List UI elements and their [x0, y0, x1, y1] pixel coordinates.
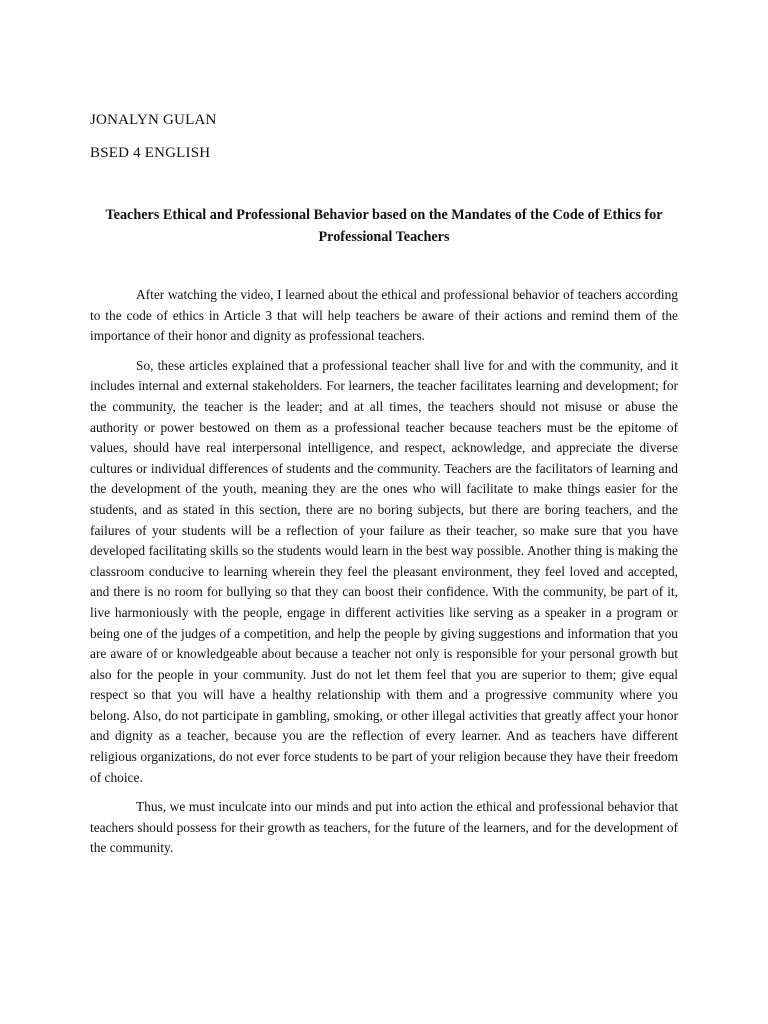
- paragraph-conclusion: Thus, we must inculcate into our minds and put into action the ethical and professional behavior that teachers should possess for their growth as teachers, for the future of the learners, and for the development of the community.: [90, 799, 678, 856]
- course-label: BSED 4 ENGLISH: [90, 145, 211, 161]
- paragraph-intro: After watching the video, I learned about the ethical and professional behavior of teachers according to the code of ethics in Article 3 that will help teachers be aware of their actions and remind them of the importance of their honor and dignity as professional teachers.: [90, 287, 678, 344]
- document-title: Teachers Ethical and Professional Behavior based on the Mandates of the Code of Ethics for Professional Teachers: [105, 207, 663, 245]
- document-header: [90, 110, 678, 176]
- paragraph-main: So, these articles explained that a professional teacher shall live for and with the community, and it includes internal and external stakeholders. For learners, the teacher facilitates learning and development; for the community, the teacher is the leader; and at all times, the teachers should not misuse or abuse the authority or power bestowed on them as a professional teacher because teachers must be the epitome of values, should have real interpersonal intelligence, and respect, acknowledge, and appreciate the diverse cultures or individual differences of students and the community. Teachers are the facilitators of learning and the development of the youth, meaning they are the ones who will facilitate to make things easier for the students, and as stated in this section, there are no boring subjects, but there are boring teachers, and the failures of your students will be a reflection of your failure as their teacher, so make sure that you have developed facilitating skills so the students would learn in the best way possible. Another thing is making the classroom conducive to learning wherein they feel the pleasant environment, they feel loved and accepted, and there is no room for bullying so that they can boost their confidence. With the community, be part of it, live harmoniously with the people, engage in different activities like serving as a speaker in a program or being one of the judges of a competition, and help the people by giving suggestions and information that you are aware of or knowledgeable about because a teacher not only is responsible for your personal growth but also for the people in your community. Just do not let them feel that you are superior to them; give equal respect so that you will have a healthy relationship with them and a progressive community where you belong. Also, do not participate in gambling, smoking, or other illegal activities that greatly affect your honor and dignity as a teacher, because you are the reflection of every learner. And as teachers have different religious organizations, do not ever force students to be part of your religion because they have their freedom of choice.: [90, 357, 678, 785]
- document-body: [90, 285, 678, 868]
- author-name: JONALYN GULAN: [90, 112, 217, 128]
